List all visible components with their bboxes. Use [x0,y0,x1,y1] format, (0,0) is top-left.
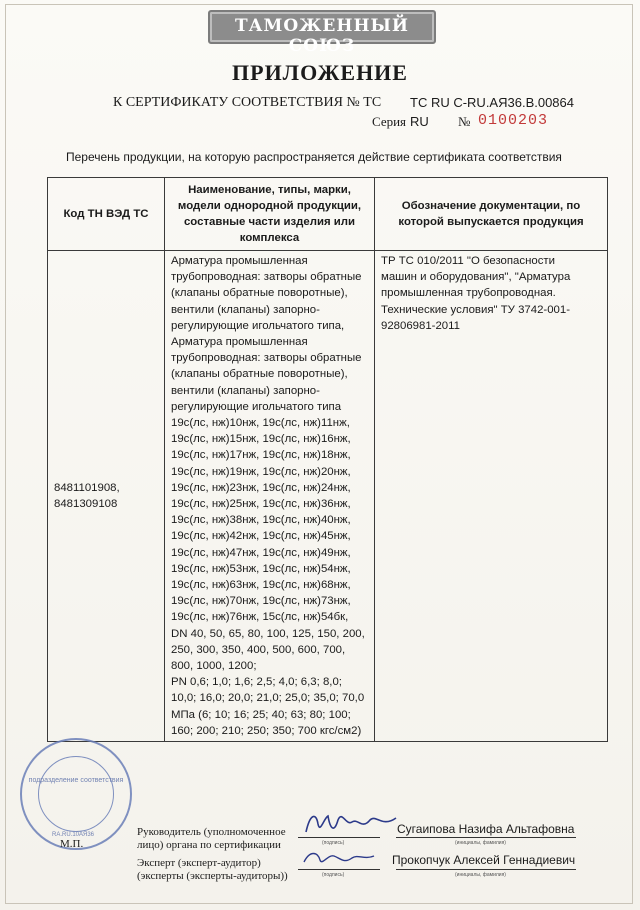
expert-name-line [396,869,576,870]
code-line: 8481309108 [54,498,118,511]
description-line: Арматура промышленная [171,336,308,349]
expert-name-caption: (инициалы, фамилия) [455,872,506,878]
description-line: трубопроводная: затворы обратные [171,271,362,284]
documentation-cell [375,251,608,742]
expert-signature-caption: (подпись) [322,872,345,878]
stamp-inner-ring [38,756,114,832]
description-line: 19с(лс, нж)63нж, 19с(лс, нж)68нж, [171,579,351,592]
description-line: МПа (6; 10; 16; 25; 40; 63; 80; 100; [171,708,351,721]
description-line: PN 0,6; 1,0; 1,6; 2,5; 4,0; 6,3; 8,0; [171,676,342,689]
description-line: (клапаны обратные поворотные), [171,368,348,381]
form-number-label: № [458,114,471,129]
certificate-subtitle: К СЕРТИФИКАТУ СООТВЕТСТВИЯ № ТС [113,95,382,110]
description-line: вентили (клапаны) запорно- [171,384,320,397]
documentation-line: Технические условия" ТУ 3742-001- [381,303,571,316]
certificate-number: TC RU C-RU.АЯ36.В.00864 [410,95,574,110]
description-line: регулирующие игольчатого типа, [171,319,345,332]
header-product: Наименование, типы, марки, модели однородной продукции, составные части изделия или комплекса [165,178,375,251]
documentation-line: ТР ТС 010/2011 "О безопасности [381,255,555,267]
certification-stamp [20,738,132,850]
description-line: (клапаны обратные поворотные), [171,287,348,300]
description-line: 19с(лс, нж)70нж, 19с(лс, нж)73нж, [171,595,351,608]
description-line: 800, 1000, 1200; [171,660,257,673]
product-table [47,177,608,742]
code-line: 8481101908, [54,481,120,494]
header-documentation: Обозначение документации, по которой выпускается продукция [375,178,608,251]
head-role-line: лицо) органа по сертификации [137,839,281,851]
series-label: Серия [372,114,407,129]
expert-role-line: (эксперты (эксперты-аудиторы)) [137,870,288,882]
description-line: 19с(лс, нж)19нж, 19с(лс, нж)20нж, [171,465,351,478]
expert-role [137,857,288,883]
description-line: 19с(лс, нж)17нж, 19с(лс, нж)18нж, [171,449,351,462]
documentation-line: машин и оборудования", "Арматура [381,271,571,284]
head-signature [300,808,410,840]
stamp-code: RA.RU.10АЯ36 [52,832,95,838]
expert-signature [300,846,380,870]
description-line: 19с(лс, нж)76нж, 15с(лс, нж)54бк, [171,611,349,624]
form-number-value: 0100203 [478,112,549,129]
head-role [137,826,286,852]
product-cell [165,251,375,742]
head-role-line: Руководитель (уполномоченное [137,826,286,838]
description-line: трубопроводная: затворы обратные [171,352,362,365]
head-name-line [396,837,576,838]
description-line: 19с(лс, нж)38нж, 19с(лс, нж)40нж, [171,514,351,527]
description-line: 250, 300, 350, 400, 500, 600, 700, [171,643,346,656]
head-signature-line [298,837,380,838]
expert-name: Прокопчук Алексей Геннадиевич [392,853,576,867]
description-line: регулирующие игольчатого типа [171,400,342,413]
description-line: 19с(лс, нж)15нж, 19с(лс, нж)16нж, [171,433,351,446]
page-title: ПРИЛОЖЕНИЕ [232,60,408,85]
seal-place-label: М.П. [60,838,84,850]
banner-text: ТАМОЖЕННЫЙ СОЮЗ [235,16,409,56]
description-line: 19с(лс, нж)47нж, 19с(лс, нж)49нж, [171,546,351,559]
series-value: RU [410,114,429,129]
description-line: Арматура промышленная [171,255,308,267]
documentation-line: 92806981-2011 [381,319,460,332]
customs-union-banner [208,10,436,56]
expert-role-line: Эксперт (эксперт-аудитор) [137,857,261,869]
intro-text: Перечень продукции, на которую распространяется действие сертификата соответствия [66,150,562,164]
head-name-caption: (инициалы, фамилия) [455,840,506,846]
documentation-line: промышленная трубопроводная. [381,287,556,300]
description-line: вентили (клапаны) запорно- [171,303,320,316]
code-cell [48,251,165,742]
description-line: 19с(лс, нж)23нж, 19с(лс, нж)24нж, [171,481,351,494]
table-header-row [48,178,608,251]
head-name: Сугаипова Назифа Альтафовна [397,822,575,836]
expert-signature-line [298,869,380,870]
head-signature-caption: (подпись) [322,840,345,846]
stamp-text: подразделение соответствия [28,777,124,784]
description-line: 160; 200; 210; 250; 350; 700 кгс/см2) [171,724,362,737]
description-line: 19с(лс, нж)10нж, 19с(лс, нж)11нж, [171,417,350,430]
description-line: 19с(лс, нж)42нж, 19с(лс, нж)45нж, [171,530,351,543]
header-code: Код ТН ВЭД ТС [48,178,165,251]
table-row [48,251,608,742]
description-line: 19с(лс, нж)25нж, 19с(лс, нж)36нж, [171,498,351,511]
description-line: 10,0; 16,0; 20,0; 21,0; 25,0; 35,0; 70,0 [171,692,365,705]
description-line: DN 40, 50, 65, 80, 100, 125, 150, 200, [171,627,365,640]
description-line: 19с(лс, нж)53нж, 19с(лс, нж)54нж, [171,562,351,575]
